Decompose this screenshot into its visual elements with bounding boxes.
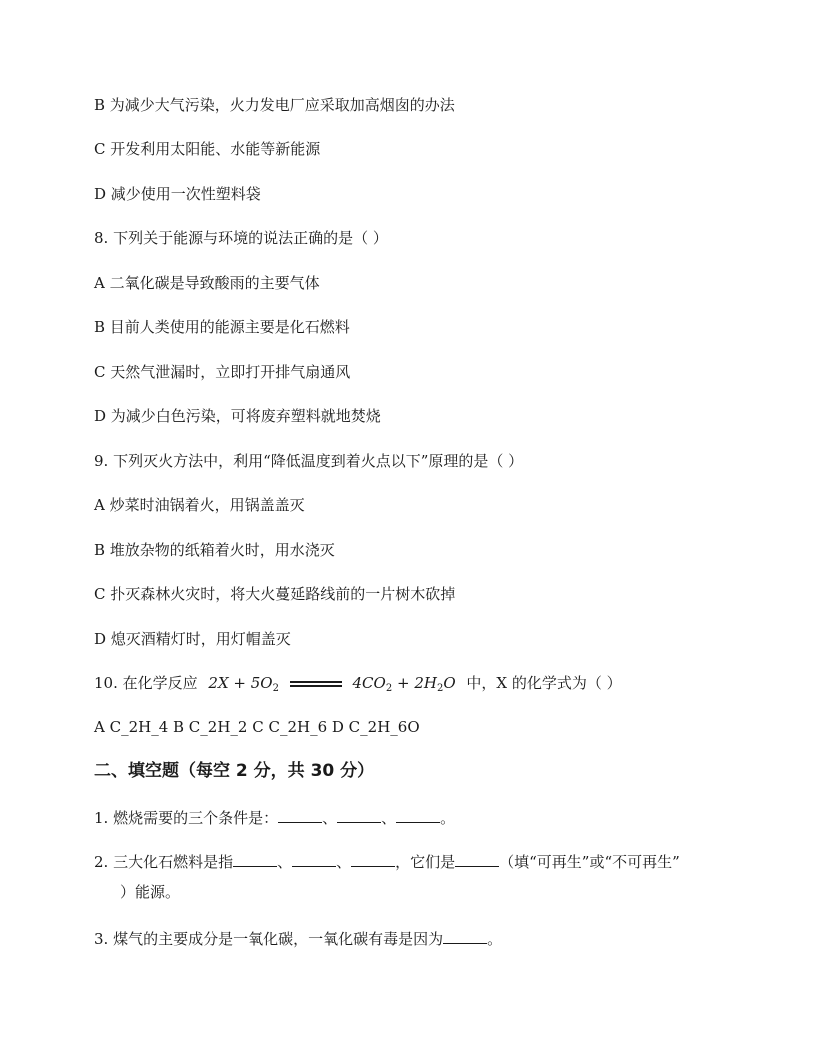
section-2-title: 二、填空题（每空 2 分，共 30 分）	[94, 761, 375, 781]
answer-blank[interactable]	[396, 808, 440, 823]
q9-option-d: D 熄灭酒精灯时，用灯帽盖灭	[94, 630, 291, 648]
q10-options: A C_2H_4 B C_2H_2 C C_2H_6 D C_2H_6O	[94, 718, 420, 736]
q10-prefix: 10. 在化学反应	[94, 674, 198, 692]
fill-question-3: 3. 煤气的主要成分是一氧化碳，一氧化碳有毒是因为 。	[94, 930, 503, 948]
q8-option-d: D 为减少白色污染，可将废弃塑料就地焚烧	[94, 407, 381, 425]
q10-equation: $2X + 5O_2$ $4CO_2 + 2H_2O$	[208, 674, 456, 694]
fill-question-2-continued: ）能源。	[120, 883, 181, 901]
q8-option-a: A 二氧化碳是导致酸雨的主要气体	[94, 274, 320, 292]
answer-blank[interactable]	[455, 852, 499, 867]
q9-option-b: B 堆放杂物的纸箱着火时，用水浇灭	[94, 541, 335, 559]
q7-option-d: D 减少使用一次性塑料袋	[94, 185, 261, 203]
question-8: 8. 下列关于能源与环境的说法正确的是（ ）	[94, 229, 388, 247]
equals-sign	[288, 674, 344, 694]
q8-option-b: B 目前人类使用的能源主要是化石燃料	[94, 318, 350, 336]
q7-option-c: C 开发利用太阳能、水能等新能源	[94, 140, 321, 158]
question-10	[94, 673, 622, 699]
q10-suffix: 中，X 的化学式为（ ）	[466, 674, 622, 692]
answer-blank[interactable]	[292, 852, 336, 867]
q8-option-c: C 天然气泄漏时，立即打开排气扇通风	[94, 363, 351, 381]
q9-option-c: C 扑灭森林火灾时，将大火蔓延路线前的一片树木砍掉	[94, 585, 456, 603]
answer-blank[interactable]	[351, 852, 395, 867]
answer-blank[interactable]	[337, 808, 381, 823]
question-9: 9. 下列灭火方法中，利用“降低温度到着火点以下”原理的是（ ）	[94, 452, 524, 470]
q7-option-b: B 为减少大气污染，火力发电厂应采取加高烟囱的办法	[94, 96, 455, 114]
fill-question-1: 1. 燃烧需要的三个条件是： 、 、 。	[94, 809, 456, 827]
q9-option-a: A 炒菜时油锅着火，用锅盖盖灭	[94, 496, 305, 514]
answer-blank[interactable]	[443, 929, 487, 944]
fill-question-2: 2. 三大化石燃料是指 、 、 ，它们是 （填“可再生”或“不可再生”	[94, 853, 680, 871]
answer-blank[interactable]	[278, 808, 322, 823]
answer-blank[interactable]	[233, 852, 277, 867]
